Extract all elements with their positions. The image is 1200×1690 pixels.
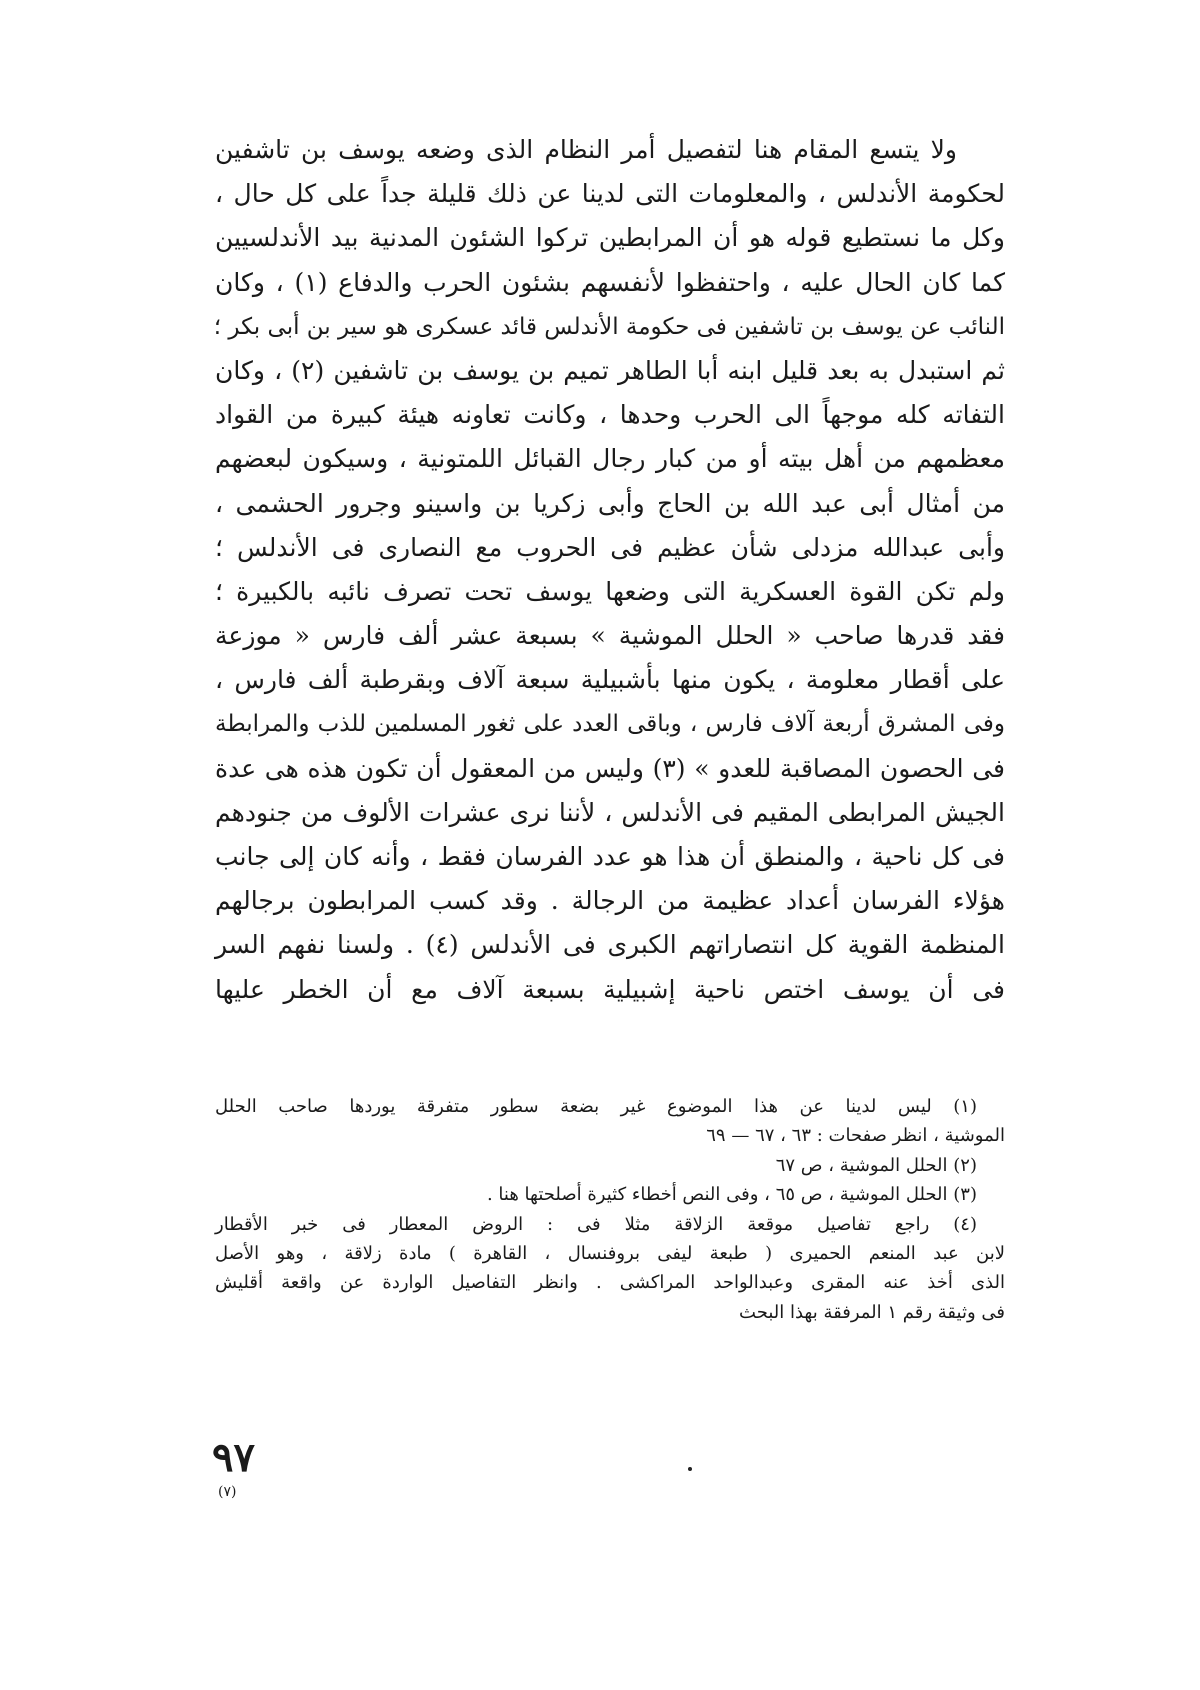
signature-mark: (٧) — [218, 1484, 237, 1500]
body-line: كما كان الحال عليه ، واحتفظوا لأنفسهم بشئون الحرب والدفاع (١) ، وكان — [215, 267, 1005, 297]
body-line: فى أن يوسف اختص ناحية إشبيلية بسبعة آلاف مع أن الخطر عليها — [215, 974, 1005, 1004]
body-line: على أقطار معلومة ، يكون منها بأشبيلية سبعة آلاف وبقرطبة ألف فارس ، — [215, 665, 1005, 695]
body-line: هؤلاء الفرسان أعداد عظيمة من الرجالة . وقد كسب المرابطون برجالهم — [215, 886, 1005, 916]
footnote-line: (٤) راجع تفاصيل موقعة الزلاقة مثلا فى : الروض المعطار فى خبر الأقطار — [215, 1213, 977, 1235]
footnote-line: فى وثيقة رقم ١ المرفقة بهذا البحث — [739, 1301, 1005, 1323]
body-line: وأبى عبدالله مزدلى شأن عظيم فى الحروب مع النصارى فى الأندلس ؛ — [215, 532, 1005, 562]
footnote-line: الموشية ، انظر صفحات : ٦٣ ، ٦٧ — ٦٩ — [706, 1125, 1005, 1147]
body-text — [215, 128, 1005, 1012]
body-line: لحكومة الأندلس ، والمعلومات التى لدينا عن ذلك قليلة جداً على كل حال ، — [215, 179, 1005, 209]
footnotes — [215, 1092, 1005, 1327]
footnote-line: الذى أخذ عنه المقرى وعبدالواحد المراكشى . وانظر التفاصيل الواردة عن واقعة أقليش — [215, 1272, 1005, 1294]
footnote-line: لابن عبد المنعم الحميرى ( طبعة ليفى بروفنسال ، القاهرة ) مادة زلاقة ، وهو الأصل — [215, 1242, 1005, 1264]
body-line: ولم تكن القوة العسكرية التى وضعها يوسف تحت تصرف نائبه بالكبيرة ؛ — [215, 576, 1005, 606]
body-line: وكل ما نستطيع قوله هو أن المرابطين تركوا الشئون المدنية بيد الأندلسيين — [215, 223, 1005, 253]
footnote-line: (٢) الحلل الموشية ، ص ٦٧ — [775, 1154, 977, 1176]
body-line: فقد قدرها صاحب « الحلل الموشية » بسبعة عشر ألف فارس « موزعة — [215, 621, 1005, 651]
footnote-line: (١) ليس لدينا عن هذا الموضوع غير بضعة سطور متفرقة يوردها صاحب الحلل — [215, 1096, 977, 1117]
body-line: ثم استبدل به بعد قليل ابنه أبا الطاهر تميم بن يوسف بن تاشفين (٢) ، وكان — [215, 355, 1005, 385]
page-number: ٩٧ — [212, 1434, 255, 1481]
body-line: فى كل ناحية ، والمنطق أن هذا هو عدد الفرسان فقط ، وأنه كان إلى جانب — [215, 842, 1005, 871]
body-line: المنظمة القوية كل انتصاراتهم الكبرى فى الأندلس (٤) . ولسنا نفهم السر — [215, 930, 1005, 960]
body-line: ولا يتسع المقام هنا لتفصيل أمر النظام الذى وضعه يوسف بن تاشفين — [215, 135, 957, 164]
body-line: الجيش المرابطى المقيم فى الأندلس ، لأننا نرى عشرات الألوف من جنودهم — [215, 797, 1005, 827]
footnote-line: (٣) الحلل الموشية ، ص ٦٥ ، وفى النص أخطاء كثيرة أصلحتها هنا . — [486, 1184, 977, 1206]
body-line: وفى المشرق أربعة آلاف فارس ، وباقى العدد على ثغور المسلمين للذب والمرابطة — [215, 711, 1005, 738]
ink-speck — [688, 1467, 692, 1471]
body-line: التفاته كله موجهاً الى الحرب وحدها ، وكانت تعاونه هيئة كبيرة من القواد — [215, 400, 1005, 430]
body-line: فى الحصون المصاقبة للعدو » (٣) وليس من المعقول أن تكون هذه هى عدة — [215, 753, 1005, 783]
body-line: النائب عن يوسف بن تاشفين فى حكومة الأندلس قائد عسكرى هو سير بن أبى بكر ؛ — [213, 313, 1005, 340]
body-line: معظمهم من أهل بيته أو من كبار رجال القبائل اللمتونية ، وسيكون لبعضهم — [215, 444, 1005, 474]
body-line: من أمثال أبى عبد الله بن الحاج وأبى زكريا بن واسينو وجرور الحشمى ، — [215, 488, 1005, 518]
